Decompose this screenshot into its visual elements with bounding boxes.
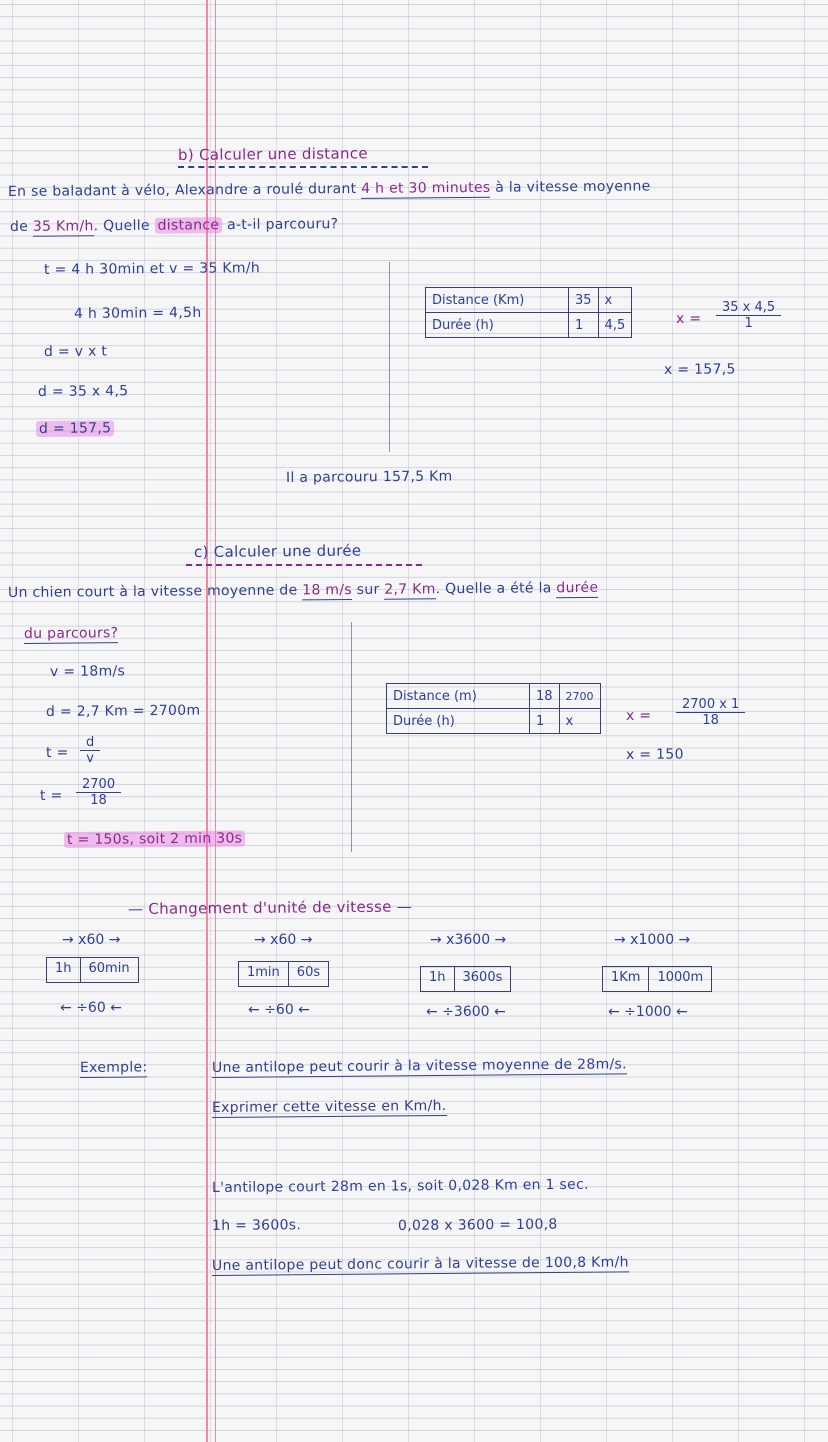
table-cell: Distance (m) [387, 684, 530, 709]
section-c-eq-lhs: x = [625, 707, 652, 724]
example-label-text: Exemple: [79, 1059, 148, 1076]
table-cell: Durée (h) [426, 313, 569, 338]
table-cell: 18 [530, 684, 560, 709]
units-title-text: Changement d'unité de vitesse [148, 897, 392, 918]
conversion-top-arrow: → x60 → [254, 932, 313, 948]
statement-text: En se baladant à vélo, Alexandre a roulé durant [7, 180, 362, 200]
section-c-title-underline [186, 564, 422, 566]
fraction-denominator: 1 [744, 316, 753, 331]
fraction-numerator: 2700 [76, 777, 121, 793]
table-cell: 1 [530, 709, 560, 734]
conversion-box [46, 957, 139, 983]
section-c-statement-line-1 [8, 580, 598, 601]
result-text: t = 150s, soit 2 min 30s [64, 830, 245, 848]
section-b-title: b) Calculer une distance [177, 144, 368, 164]
statement-highlight-duration: 4 h et 30 minutes [361, 179, 491, 197]
statement-text: sur [351, 581, 385, 598]
table-cell: 2700 [559, 684, 600, 709]
statement-text: à la vitesse moyenne [490, 178, 651, 196]
table-cell: 35 [569, 288, 599, 313]
table-cell: 4,5 [598, 313, 632, 338]
example-text: Une antilope peut courir à la vitesse moyenne de 28m/s. [211, 1056, 627, 1076]
section-c-proportion-table [386, 683, 601, 734]
section-b-eq-fraction [716, 300, 781, 331]
example-label [80, 1059, 148, 1076]
section-c-given-distance: d = 2,7 Km = 2700m [45, 702, 201, 720]
conversion-bottom-arrow: ← ÷60 ← [60, 1000, 122, 1016]
section-c-statement-line-2 [24, 625, 118, 642]
table-cell: Durée (h) [387, 709, 530, 734]
statement-highlight-distance: 2,7 Km [384, 581, 436, 598]
section-c-calc-fraction [76, 777, 121, 808]
section-b-formula: d = v x t [43, 343, 108, 360]
example-line-1 [212, 1056, 627, 1076]
conversion-right-value: 1000m [648, 967, 711, 991]
statement-text: a-t-il parcouru? [222, 216, 339, 234]
section-c-calc-lhs: t = [39, 787, 63, 804]
table-row [426, 313, 632, 338]
section-c-given-speed: v = 18m/s [49, 663, 126, 680]
example-line-4b: 0,028 x 3600 = 100,8 [397, 1216, 558, 1234]
conversion-top-arrow: → x60 → [62, 932, 121, 948]
table-row [387, 709, 601, 734]
conversion-top-arrow: → x3600 → [430, 932, 507, 948]
section-b-proportion-table [425, 287, 632, 338]
conversion-right-value: 3600s [454, 967, 511, 991]
section-b-statement-line-2 [10, 216, 339, 235]
statement-text: de [9, 218, 33, 235]
section-b-eq-result: x = 157,5 [663, 361, 736, 378]
example-text: Une antilope peut donc courir à la vitesse de 100,8 Km/h [211, 1254, 629, 1274]
section-b-calc: d = 35 x 4,5 [37, 383, 129, 400]
example-line-5 [212, 1254, 629, 1274]
statement-text: Un chien court à la vitesse moyenne de [7, 582, 303, 601]
fraction-denominator: 18 [90, 793, 107, 808]
table-row [426, 288, 632, 313]
table-cell: Distance (Km) [426, 288, 569, 313]
example-line-3: L'antilope court 28m en 1s, soit 0,028 Km en 1 sec. [211, 1176, 589, 1196]
fraction-numerator: 35 x 4,5 [716, 300, 781, 316]
conversion-left-value: 1min [247, 965, 280, 980]
statement-text: du parcours? [23, 625, 119, 642]
conversion-bottom-arrow: ← ÷1000 ← [608, 1004, 688, 1020]
statement-highlight-speed: 35 Km/h [32, 218, 94, 235]
fraction-denominator: v [86, 751, 94, 766]
conversion-right-value: 60s [288, 962, 328, 986]
table-cell: x [559, 709, 600, 734]
section-b-given: t = 4 h 30min et v = 35 Km/h [43, 260, 261, 278]
conversion-right-value: 60min [80, 958, 138, 982]
section-c-formula-fraction [80, 735, 100, 766]
conversion-left-value: 1h [429, 970, 446, 985]
table-row [387, 684, 601, 709]
units-title: — Changement d'unité de vitesse — [127, 897, 413, 918]
section-c-separator [351, 622, 352, 852]
section-b-title-underline [178, 166, 428, 168]
section-c-formula-lhs: t = [45, 744, 69, 761]
table-cell: x [598, 288, 632, 313]
statement-highlight-duration: durée [556, 579, 599, 597]
conversion-left-value: 1h [55, 961, 72, 976]
section-c-eq-result: x = 150 [625, 746, 684, 763]
statement-highlight-speed: 18 m/s [302, 581, 353, 599]
section-c-eq-fraction [676, 697, 745, 728]
section-b-statement-line-1 [8, 178, 651, 200]
section-b-separator [389, 262, 390, 452]
statement-text: . Quelle a été la [435, 580, 557, 598]
statement-highlight-distance: distance [155, 217, 223, 234]
fraction-numerator: d [80, 735, 100, 751]
section-b-result: d = 157,5 [36, 420, 114, 437]
conversion-top-arrow: → x1000 → [614, 932, 691, 948]
example-line-2 [212, 1098, 447, 1116]
conversion-box [420, 966, 511, 992]
conversion-bottom-arrow: ← ÷3600 ← [426, 1004, 506, 1020]
section-c-result [64, 830, 245, 848]
conversion-bottom-arrow: ← ÷60 ← [248, 1002, 310, 1018]
fraction-numerator: 2700 x 1 [676, 697, 745, 713]
statement-text: . Quelle [93, 217, 155, 235]
section-b-conclusion: Il a parcouru 157,5 Km [285, 468, 453, 486]
example-text: Exprimer cette vitesse en Km/h. [211, 1097, 447, 1116]
section-b-conversion: 4 h 30min = 4,5h [73, 304, 202, 322]
conversion-left-value: 1Km [611, 970, 641, 985]
conversion-box [602, 966, 712, 992]
section-b-eq-lhs: x = [675, 310, 702, 327]
table-cell: 1 [569, 313, 599, 338]
section-c-title: c) Calculer une durée [193, 541, 362, 561]
fraction-denominator: 18 [702, 713, 719, 728]
example-line-4a: 1h = 3600s. [211, 1217, 302, 1234]
conversion-box [238, 961, 329, 987]
